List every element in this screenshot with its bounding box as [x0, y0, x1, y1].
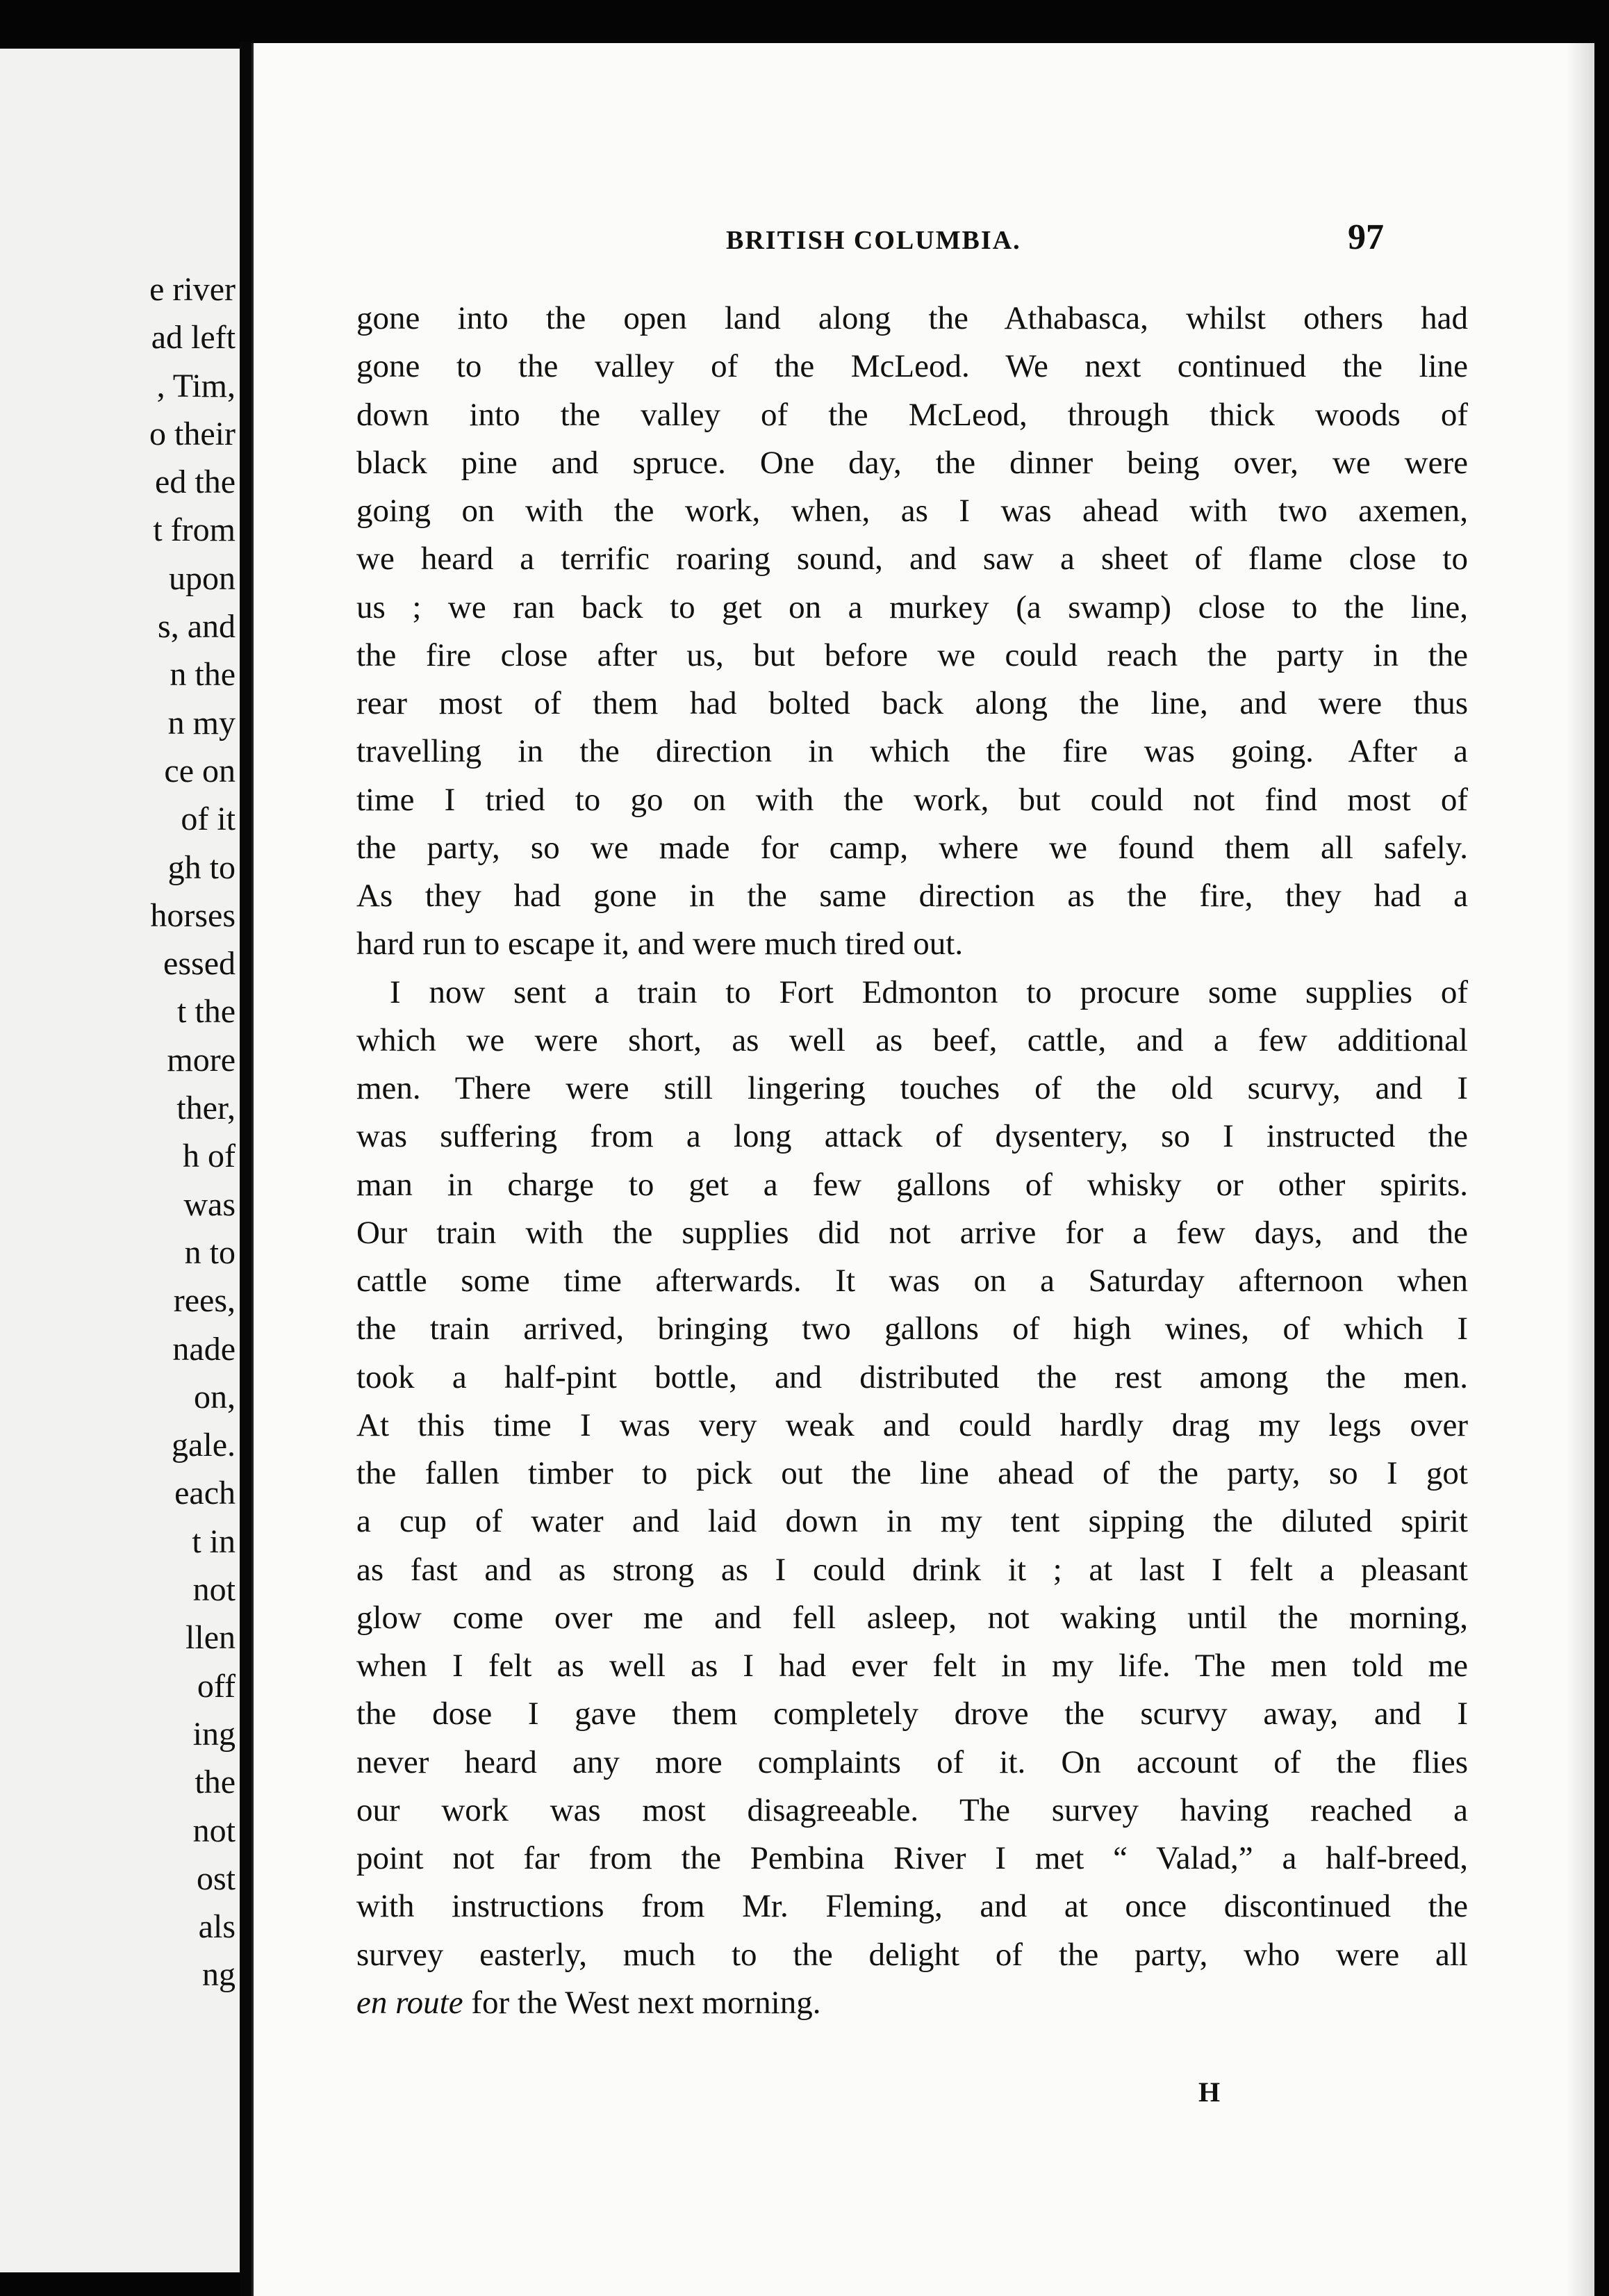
left-page-line: nade [172, 1330, 236, 1368]
body-line: never heard any more complaints of it. On account of the flies [356, 1744, 1468, 1780]
left-page-line: off [197, 1667, 236, 1705]
body-text [356, 295, 1468, 2027]
body-line: the party, so we made for camp, where we found them all safely. [356, 829, 1468, 866]
left-page-line: each [174, 1475, 236, 1512]
left-page-line: of it [181, 801, 236, 838]
left-page-line: t from [153, 511, 236, 549]
body-line: when I felt as well as I had ever felt in my life. The men told me [356, 1648, 1468, 1684]
signature-mark: H [1198, 2076, 1221, 2108]
left-page-line: gh to [167, 848, 236, 886]
page-number: 97 [1348, 218, 1384, 257]
left-page-line: n my [167, 704, 236, 741]
body-line: As they had gone in the same direction as the fire, they had a [356, 878, 1468, 914]
left-facing-page [0, 49, 240, 2272]
left-page-line: t in [192, 1523, 236, 1560]
left-page-line: n to [184, 1233, 236, 1271]
body-line: men. There were still lingering touches of the old scurvy, and I [356, 1070, 1468, 1106]
body-line: point not far from the Pembina River I met “ Valad,” a half-breed, [356, 1840, 1468, 1876]
body-line: us ; we ran back to get on a murkey (a swamp) close to the line, [356, 589, 1468, 625]
left-page-line: not [192, 1571, 236, 1609]
body-line: down into the valley of the McLeod, through thick woods of [356, 396, 1468, 433]
body-line: with instructions from Mr. Fleming, and at once discontinued the [356, 1888, 1468, 1925]
italic-phrase: en route [356, 1984, 463, 2021]
body-line: we heard a terrific roaring sound, and saw a sheet of flame close to [356, 541, 1468, 577]
left-page-text [0, 265, 236, 1999]
body-line: gone to the valley of the McLeod. We next continued the line [356, 348, 1468, 385]
body-line: time I tried to go on with the work, but could not find most of [356, 781, 1468, 818]
left-page-line: rees, [173, 1282, 236, 1320]
left-page-line: , Tim, [156, 367, 236, 404]
left-page-line: horses [150, 896, 236, 934]
body-line: rear most of them had bolted back along the line, and were thus [356, 685, 1468, 721]
left-page-line: h of [183, 1138, 236, 1175]
body-line: gone into the open land along the Athabasca, whilst others had [356, 300, 1468, 336]
body-line: going on with the work, when, as I was ahead with two axemen, [356, 493, 1468, 529]
body-line: was suffering from a long attack of dysentery, so I instructed the [356, 1118, 1468, 1155]
page-edge-shadow [1567, 43, 1594, 2296]
body-line: I now sent a train to Fort Edmonton to procure some supplies of [390, 974, 1468, 1010]
left-page-line: on, [194, 1378, 236, 1416]
body-line: as fast and as strong as I could drink it ; at last I felt a pleasant [356, 1551, 1468, 1588]
body-line: survey easterly, much to the delight of the party, who were all [356, 1936, 1468, 1973]
left-page-line: gale. [172, 1427, 236, 1464]
left-page-line: n the [170, 656, 236, 694]
body-line: black pine and spruce. One day, the dinner being over, we were [356, 444, 1468, 481]
left-page-line: not [192, 1812, 236, 1849]
body-line: the fallen timber to pick out the line ahead of the party, so I got [356, 1455, 1468, 1491]
left-page-line: ng [202, 1956, 236, 1994]
left-page-line: more [167, 1041, 236, 1079]
left-page-line: ther, [176, 1090, 236, 1127]
body-line: the train arrived, bringing two gallons of high wines, of which I [356, 1311, 1468, 1347]
body-line: took a half-pint bottle, and distributed the rest among the men. [356, 1359, 1468, 1395]
body-line: glow come over me and fell asleep, not waking until the morning, [356, 1599, 1468, 1636]
body-line: man in charge to get a few gallons of whisky or other spirits. [356, 1166, 1468, 1203]
left-page-line: was [183, 1186, 236, 1223]
left-page-line: ce on [164, 752, 236, 789]
left-page-line: als [198, 1908, 236, 1946]
body-line: Our train with the supplies did not arrive for a few days, and the [356, 1214, 1468, 1251]
body-line-final [356, 1979, 1468, 2027]
body-line: travelling in the direction in which the fire was going. After a [356, 733, 1468, 770]
body-line: which we were short, as well as beef, cattle, and a few additional [356, 1022, 1468, 1058]
left-page-line: ing [192, 1715, 236, 1753]
body-line: the fire close after us, but before we could reach the party in the [356, 637, 1468, 673]
body-line: cattle some time afterwards. It was on a Saturday afternoon when [356, 1263, 1468, 1299]
body-line: a cup of water and laid down in my tent sipping the diluted spirit [356, 1503, 1468, 1540]
left-page-line: ost [196, 1860, 236, 1897]
left-page-line: llen [185, 1619, 236, 1657]
body-line: At this time I was very weak and could hardly drag my legs over [356, 1407, 1468, 1443]
body-line: hard run to escape it, and were much tired out. [356, 926, 964, 962]
left-page-line: ad left [151, 319, 236, 356]
final-line-text: for the West next morning. [463, 1984, 821, 2021]
left-page-line: the [195, 1764, 236, 1801]
right-page [251, 43, 1594, 2296]
left-page-line: upon [169, 559, 236, 597]
left-page-line: t the [177, 993, 236, 1031]
body-line: the dose I gave them completely drove the scurvy away, and I [356, 1696, 1468, 1732]
body-line: our work was most disagreeable. The survey having reached a [356, 1791, 1468, 1828]
running-head: BRITISH COLUMBIA. [726, 226, 1021, 255]
left-page-line: ed the [155, 464, 236, 501]
left-page-line: s, and [158, 608, 236, 646]
left-page-line: o their [149, 415, 236, 452]
left-page-line: e river [149, 271, 236, 308]
left-page-line: essed [163, 945, 236, 983]
